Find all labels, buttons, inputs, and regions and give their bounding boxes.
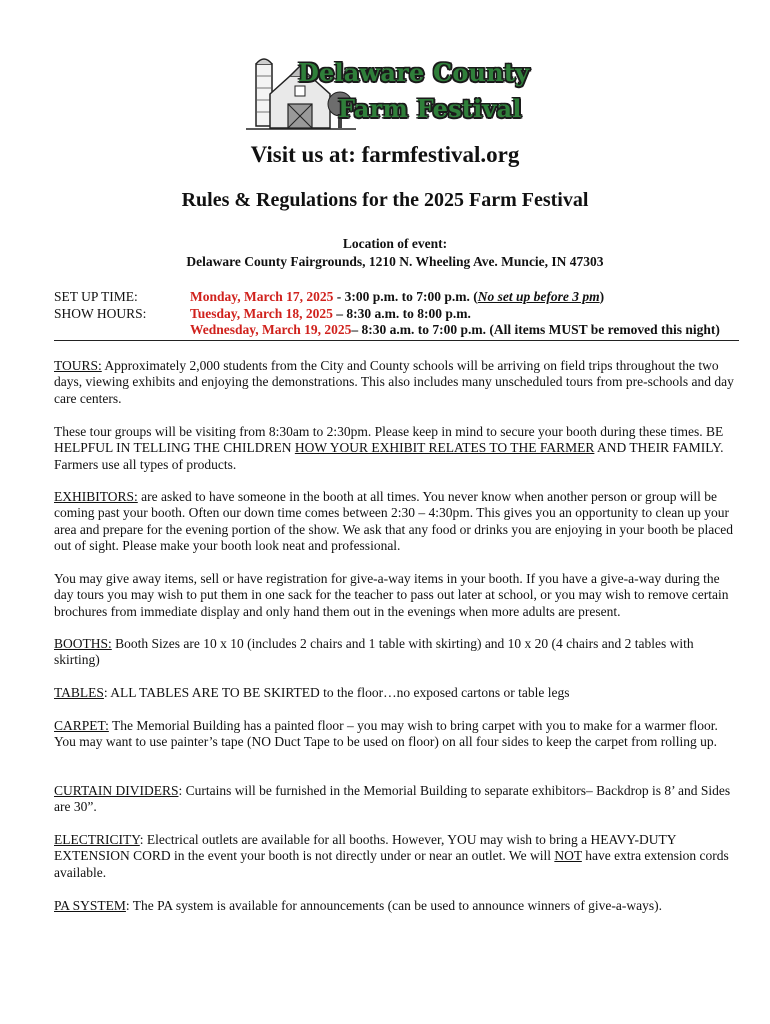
tours-details-section bbox=[54, 424, 740, 473]
curtain-heading: CURTAIN DIVIDERS bbox=[54, 783, 179, 798]
tours-details-end: AND THEIR FAMILY. Farmers use all types of products. bbox=[54, 440, 724, 472]
show-time-1: – 8:30 a.m. to 8:00 p.m. bbox=[332, 306, 471, 321]
booths-heading: BOOTHS: bbox=[54, 636, 112, 651]
logo-title-line1: Delaware County bbox=[298, 58, 530, 87]
show-day-1: Tuesday, March 18, 2025 bbox=[190, 306, 333, 321]
setup-label: SET UP TIME: bbox=[54, 289, 138, 304]
show-label: SHOW HOURS: bbox=[54, 306, 147, 321]
electricity-section bbox=[54, 832, 740, 881]
location-label: Location of event: bbox=[342, 236, 448, 251]
tables-text: : ALL TABLES ARE TO BE SKIRTED to the floor…no exposed cartons or table legs bbox=[103, 685, 570, 700]
website-heading: Visit us at: farmfestival.org bbox=[250, 142, 520, 167]
divider bbox=[54, 340, 739, 341]
pa-text: : The PA system is available for announcements (can be used to announce winners of give-a-ways). bbox=[125, 898, 663, 913]
tours-text: Approximately 2,000 students from the City and County schools will be arriving on field trips throughout the two days, viewing exhibits and enjoying the demonstrations. This also includes many unscheduled tours from pre-schools and day care centers. bbox=[54, 358, 734, 406]
booths-section bbox=[54, 636, 740, 669]
curtain-text: : Curtains will be furnished in the Memorial Building to separate exhibitors– Backdrop is 8’ and Sides are 30”. bbox=[54, 783, 731, 815]
electricity-emphasis: NOT bbox=[554, 848, 582, 864]
exhibitors-text: are asked to have someone in the booth at all times. You never know when another person or group will be coming past your booth. Often our down time comes between 2:30 – 4:30pm. This gives you an opportunity to clean up your area and prepare for the evening portion of the show. We ask that any food or drinks you are enjoying in your booth be placed out of sight. Please make your booth look neat and professional. bbox=[54, 489, 733, 554]
tours-details-emphasis: HOW YOUR EXHIBIT RELATES TO THE FARMER bbox=[294, 440, 595, 456]
show-time-2: – 8:30 a.m. to 7:00 p.m. (All items MUST be removed this night) bbox=[351, 322, 720, 337]
electricity-end: have extra extension cords available. bbox=[54, 848, 729, 880]
tours-details-text: These tour groups will be visiting from 8:30am to 2:30pm. Please keep in mind to secure your booth during these times. BE HELPFUL IN TELLING THE CHILDREN bbox=[54, 424, 724, 456]
curtain-section bbox=[54, 783, 740, 816]
logo-title-line2: Farm Festival bbox=[338, 94, 522, 123]
setup-time-row bbox=[54, 289, 604, 305]
show-hours-row bbox=[54, 306, 471, 322]
tours-section bbox=[54, 358, 740, 407]
pa-section bbox=[54, 898, 740, 914]
setup-day: Monday, March 17, 2025 bbox=[190, 289, 334, 304]
location-address: Delaware County Fairgrounds, 1210 N. Wheeling Ave. Muncie, IN 47303 bbox=[186, 254, 604, 269]
electricity-text: : Electrical outlets are available for all booths. However, YOU may wish to bring a HEAVY-DUTY EXTENSION CORD in the event your booth is not directly under or near an outlet. We will bbox=[54, 832, 676, 864]
giveaway-section bbox=[54, 571, 740, 620]
carpet-heading: CARPET: bbox=[54, 718, 109, 733]
show-hours-row-2 bbox=[190, 322, 720, 338]
carpet-section bbox=[54, 718, 740, 751]
festival-logo bbox=[246, 54, 536, 134]
electricity-heading: ELECTRICITY bbox=[54, 832, 140, 847]
giveaway-text: You may give away items, sell or have registration for give-a-way items in your booth. If you have a give-a-way during the day tours you may wish to put them in one sack for the teacher to pass out later at school, or you may wish to remove certain brochures from immediate display and only hand them out in the evenings when more adults are present. bbox=[54, 571, 729, 619]
setup-time: - 3:00 p.m. to 7:00 p.m. ( bbox=[333, 289, 478, 304]
tables-section bbox=[54, 685, 740, 701]
pa-heading: PA SYSTEM bbox=[54, 898, 126, 913]
carpet-text: The Memorial Building has a painted floor – you may wish to bring carpet with you to make for a warmer floor. You may want to use painter’s tape (NO Duct Tape to be used on floor) on all four sides to keep the carpet from rolling up. bbox=[54, 718, 718, 750]
page-title: Rules & Regulations for the 2025 Farm Festival bbox=[181, 189, 589, 211]
show-day-2: Wednesday, March 19, 2025 bbox=[190, 322, 352, 337]
tables-heading: TABLES bbox=[54, 685, 104, 700]
setup-close: ) bbox=[599, 289, 605, 304]
booths-text: Booth Sizes are 10 x 10 (includes 2 chairs and 1 table with skirting) and 10 x 20 (4 chairs and 2 tables with skirting) bbox=[54, 636, 694, 668]
exhibitors-heading: EXHIBITORS: bbox=[54, 489, 138, 504]
setup-note: No set up before 3 pm bbox=[477, 289, 600, 304]
exhibitors-section bbox=[54, 489, 740, 555]
tours-heading: TOURS: bbox=[54, 358, 102, 373]
